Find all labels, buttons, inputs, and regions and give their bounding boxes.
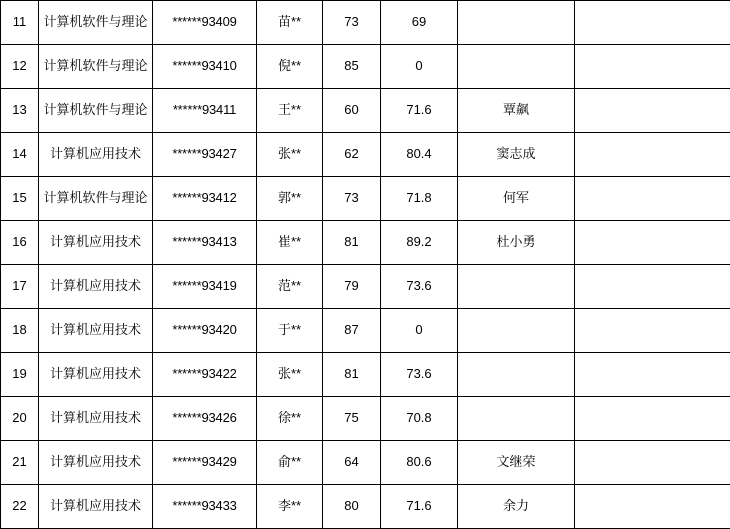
cell-index: 15 xyxy=(1,177,39,221)
cell-score2: 71.8 xyxy=(381,177,458,221)
table-row xyxy=(1,89,730,133)
cell-score1: 81 xyxy=(323,353,381,397)
cell-id: ******93426 xyxy=(153,397,257,441)
table-row xyxy=(1,177,730,221)
cell-index: 22 xyxy=(1,485,39,529)
cell-extra xyxy=(575,353,730,397)
cell-score1: 73 xyxy=(323,1,381,45)
cell-major: 计算机应用技术 xyxy=(39,441,153,485)
cell-extra xyxy=(575,133,730,177)
table-row xyxy=(1,265,730,309)
cell-extra xyxy=(575,221,730,265)
cell-score1: 81 xyxy=(323,221,381,265)
table-row xyxy=(1,485,730,529)
cell-tutor xyxy=(458,353,575,397)
cell-id: ******93427 xyxy=(153,133,257,177)
cell-major: 计算机软件与理论 xyxy=(39,45,153,89)
cell-name: 张** xyxy=(257,133,323,177)
cell-score2: 73.6 xyxy=(381,353,458,397)
table-row xyxy=(1,441,730,485)
cell-score1: 64 xyxy=(323,441,381,485)
table-row xyxy=(1,133,730,177)
cell-name: 王** xyxy=(257,89,323,133)
cell-index: 11 xyxy=(1,1,39,45)
cell-name: 张** xyxy=(257,353,323,397)
cell-score2: 80.6 xyxy=(381,441,458,485)
cell-name: 俞** xyxy=(257,441,323,485)
cell-tutor: 余力 xyxy=(458,485,575,529)
cell-tutor: 窦志成 xyxy=(458,133,575,177)
cell-index: 18 xyxy=(1,309,39,353)
cell-score2: 69 xyxy=(381,1,458,45)
cell-extra xyxy=(575,1,730,45)
cell-index: 20 xyxy=(1,397,39,441)
cell-name: 徐** xyxy=(257,397,323,441)
cell-tutor xyxy=(458,45,575,89)
cell-index: 13 xyxy=(1,89,39,133)
cell-tutor: 文继荣 xyxy=(458,441,575,485)
cell-name: 于** xyxy=(257,309,323,353)
cell-score1: 75 xyxy=(323,397,381,441)
cell-name: 范** xyxy=(257,265,323,309)
cell-name: 郭** xyxy=(257,177,323,221)
cell-major: 计算机软件与理论 xyxy=(39,177,153,221)
cell-tutor: 杜小勇 xyxy=(458,221,575,265)
cell-score2: 89.2 xyxy=(381,221,458,265)
cell-id: ******93433 xyxy=(153,485,257,529)
cell-index: 16 xyxy=(1,221,39,265)
cell-extra xyxy=(575,485,730,529)
cell-major: 计算机软件与理论 xyxy=(39,89,153,133)
table-row xyxy=(1,221,730,265)
cell-score2: 71.6 xyxy=(381,485,458,529)
cell-major: 计算机应用技术 xyxy=(39,221,153,265)
cell-score2: 80.4 xyxy=(381,133,458,177)
cell-score1: 87 xyxy=(323,309,381,353)
cell-tutor xyxy=(458,309,575,353)
cell-id: ******93413 xyxy=(153,221,257,265)
cell-extra xyxy=(575,45,730,89)
cell-id: ******93419 xyxy=(153,265,257,309)
table-row xyxy=(1,353,730,397)
cell-id: ******93411 xyxy=(153,89,257,133)
cell-extra xyxy=(575,441,730,485)
cell-score2: 73.6 xyxy=(381,265,458,309)
cell-tutor xyxy=(458,1,575,45)
cell-score1: 62 xyxy=(323,133,381,177)
table-row xyxy=(1,1,730,45)
cell-extra xyxy=(575,177,730,221)
cell-score1: 80 xyxy=(323,485,381,529)
cell-index: 12 xyxy=(1,45,39,89)
cell-major: 计算机应用技术 xyxy=(39,133,153,177)
results-table-body xyxy=(1,1,730,529)
cell-name: 崔** xyxy=(257,221,323,265)
cell-id: ******93429 xyxy=(153,441,257,485)
cell-score2: 0 xyxy=(381,309,458,353)
cell-score1: 85 xyxy=(323,45,381,89)
cell-extra xyxy=(575,309,730,353)
cell-id: ******93422 xyxy=(153,353,257,397)
cell-score2: 71.6 xyxy=(381,89,458,133)
cell-score1: 60 xyxy=(323,89,381,133)
cell-extra xyxy=(575,89,730,133)
cell-major: 计算机应用技术 xyxy=(39,485,153,529)
cell-index: 14 xyxy=(1,133,39,177)
cell-major: 计算机软件与理论 xyxy=(39,1,153,45)
cell-id: ******93420 xyxy=(153,309,257,353)
cell-index: 17 xyxy=(1,265,39,309)
cell-extra xyxy=(575,265,730,309)
cell-name: 倪** xyxy=(257,45,323,89)
cell-name: 苗** xyxy=(257,1,323,45)
cell-extra xyxy=(575,397,730,441)
cell-id: ******93410 xyxy=(153,45,257,89)
cell-index: 19 xyxy=(1,353,39,397)
table-row xyxy=(1,397,730,441)
table-row xyxy=(1,309,730,353)
table-row xyxy=(1,45,730,89)
cell-id: ******93409 xyxy=(153,1,257,45)
cell-index: 21 xyxy=(1,441,39,485)
cell-tutor xyxy=(458,265,575,309)
cell-major: 计算机应用技术 xyxy=(39,353,153,397)
cell-score1: 73 xyxy=(323,177,381,221)
cell-tutor xyxy=(458,397,575,441)
cell-name: 李** xyxy=(257,485,323,529)
cell-score2: 70.8 xyxy=(381,397,458,441)
cell-major: 计算机应用技术 xyxy=(39,397,153,441)
cell-id: ******93412 xyxy=(153,177,257,221)
cell-score1: 79 xyxy=(323,265,381,309)
cell-major: 计算机应用技术 xyxy=(39,309,153,353)
cell-score2: 0 xyxy=(381,45,458,89)
cell-tutor: 何军 xyxy=(458,177,575,221)
cell-tutor: 覃飙 xyxy=(458,89,575,133)
cell-major: 计算机应用技术 xyxy=(39,265,153,309)
